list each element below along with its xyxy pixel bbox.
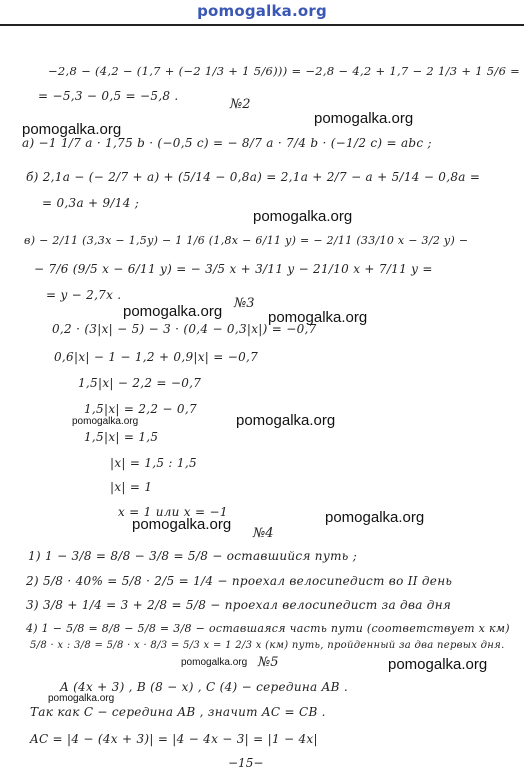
solution-line: = −5,3 − 0,5 = −5,8 . (38, 89, 179, 103)
watermark: pomogalka.org (72, 416, 139, 427)
solution-line: 1,5|x| = 1,5 (84, 430, 159, 444)
watermark: pomogalka.org (268, 309, 368, 326)
task-heading-4: №4 (253, 526, 274, 541)
task-heading-3: №3 (234, 296, 255, 311)
watermark: pomogalka.org (388, 656, 488, 673)
watermark: pomogalka.org (181, 657, 248, 668)
solution-line: 3) 3/8 + 1/4 = 3 + 2/8 = 5/8 − проехал велосипедист за два дня (26, 598, 452, 612)
solution-line: |x| = 1 (110, 480, 153, 494)
solution-line: а) −1 1/7 а · 1,75 b · (−0,5 с) = − 8/7 а · 7/4 b · (−1/2 с) = abc ; (22, 136, 432, 150)
solution-line: = 0,3а + 9/14 ; (42, 196, 140, 210)
task-heading-2: №2 (230, 97, 251, 112)
solution-line: 0,6|x| − 1 − 1,2 + 0,9|x| = −0,7 (54, 350, 259, 364)
solution-line: |x| = 1,5 : 1,5 (110, 456, 197, 470)
solution-line: −2,8 − (4,2 − (1,7 + (−2 1/3 + 1 5/6))) = −2,8 − 4,2 + 1,7 − 2 1/3 + 1 5/6 = (48, 64, 521, 78)
watermark: pomogalka.org (325, 509, 425, 526)
solution-line: в) − 2/11 (3,3x − 1,5y) − 1 1/6 (1,8x − 6/11 y) = − 2/11 (33/10 x − 3/2 y) − (24, 234, 469, 247)
solution-line: 2) 5/8 · 40% = 5/8 · 2/5 = 1/4 − проехал велосипедист во II день (26, 574, 453, 588)
site-header-title[interactable]: pomogalka.org (197, 2, 327, 20)
solution-line: Так как C − середина AB , значит AC = CB . (30, 705, 326, 719)
watermark: pomogalka.org (236, 412, 336, 429)
watermark: pomogalka.org (48, 693, 115, 704)
watermark: pomogalka.org (132, 516, 232, 533)
solution-line: 1,5|x| − 2,2 = −0,7 (78, 376, 202, 390)
solution-line: − 7/6 (9/5 x − 6/11 y) = − 3/5 x + 3/11 y − 21/10 x + 7/11 y = (34, 262, 433, 276)
watermark: pomogalka.org (123, 303, 223, 320)
solution-line: б) 2,1а − (− 2/7 + а) + (5/14 − 0,8а) = 2,1а + 2/7 − а + 5/14 − 0,8а = (26, 170, 481, 184)
solution-line: x = 1 или x = −1 (118, 505, 228, 519)
solution-line: = y − 2,7x . (46, 288, 122, 302)
solution-line: 4) 1 − 5/8 = 8/8 − 5/8 = 3/8 − оставшаяся часть пути (соответствует x км) (26, 622, 510, 635)
watermark: pomogalka.org (22, 121, 122, 138)
watermark: pomogalka.org (314, 110, 414, 127)
page-number: −15− (228, 756, 264, 770)
solution-line: 1,5|x| = 2,2 − 0,7 (84, 402, 197, 416)
solution-line: AC = |4 − (4x + 3)| = |4 − 4x − 3| = |1 − 4x| (30, 732, 318, 746)
watermark: pomogalka.org (253, 208, 353, 225)
solution-line: 5/8 · x : 3/8 = 5/8 · x · 8/3 = 5/3 x = 1 2/3 x (км) путь, пройденный за два первых дня. (30, 640, 505, 651)
solution-line: 1) 1 − 3/8 = 8/8 − 3/8 = 5/8 − оставшийся путь ; (28, 549, 358, 563)
solution-line: 0,2 · (3|x| − 5) − 3 · (0,4 − 0,3|x|) = −0,7 (52, 322, 317, 336)
header-divider (0, 24, 524, 26)
task-heading-5: №5 (258, 655, 279, 670)
solution-line: A (4x + 3) , B (8 − x) , C (4) − середина AB . (60, 680, 348, 694)
